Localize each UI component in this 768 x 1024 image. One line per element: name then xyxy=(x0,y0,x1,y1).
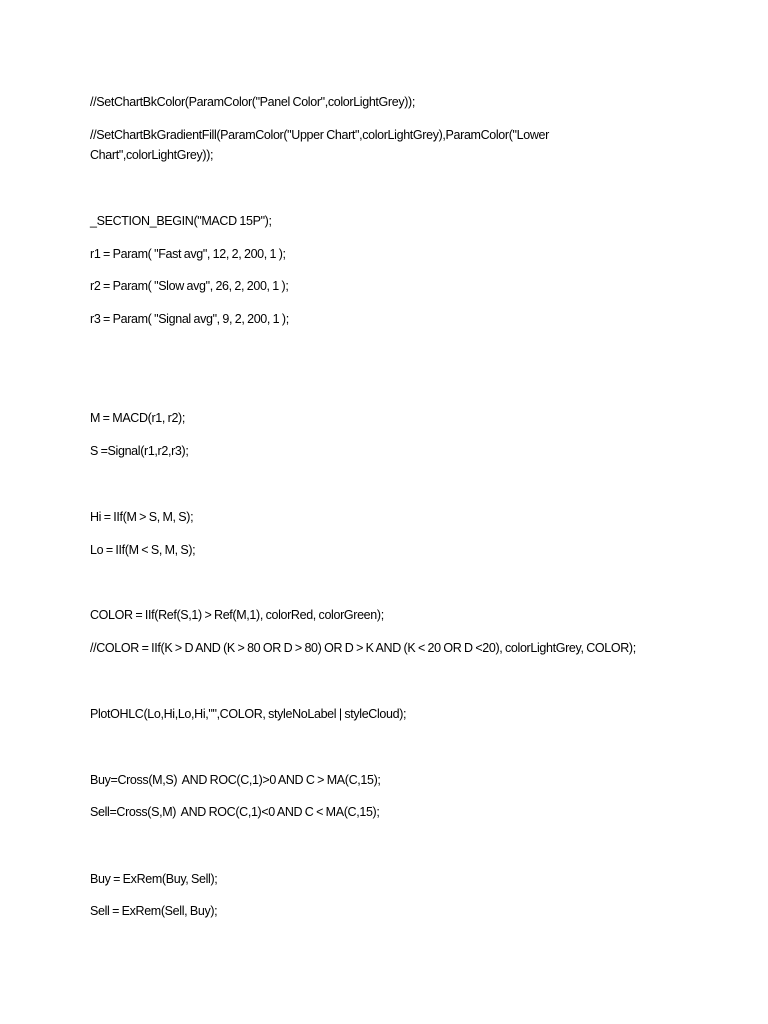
code-line: Buy = ExRem(Buy, Sell); xyxy=(90,872,218,886)
code-line: Chart",colorLightGrey)); xyxy=(90,148,214,162)
code-line: Buy=Cross(M,S) AND ROC(C,1)>0 AND C > MA(C,15); xyxy=(90,773,381,787)
code-line: //SetChartBkGradientFill(ParamColor("Upper Chart",colorLightGrey),ParamColor("Lower xyxy=(90,128,549,142)
code-line: r2 = Param( "Slow avg", 26, 2, 200, 1 ); xyxy=(90,279,289,293)
code-line: PlotOHLC(Lo,Hi,Lo,Hi,"",COLOR, styleNoLabel | styleCloud); xyxy=(90,707,407,721)
code-line: Hi = IIf(M > S, M, S); xyxy=(90,510,194,524)
code-line: //SetChartBkColor(ParamColor("Panel Color",colorLightGrey)); xyxy=(90,95,415,109)
code-line: Lo = IIf(M < S, M, S); xyxy=(90,543,196,557)
code-line: Sell=Cross(S,M) AND ROC(C,1)<0 AND C < MA(C,15); xyxy=(90,805,380,819)
code-line: M = MACD(r1, r2); xyxy=(90,411,185,425)
code-line: r3 = Param( "Signal avg", 9, 2, 200, 1 ); xyxy=(90,312,289,326)
code-line: r1 = Param( "Fast avg", 12, 2, 200, 1 ); xyxy=(90,247,286,261)
code-line: Sell = ExRem(Sell, Buy); xyxy=(90,904,218,918)
code-line: S =Signal(r1,r2,r3); xyxy=(90,444,189,458)
code-line: _SECTION_BEGIN("MACD 15P"); xyxy=(90,214,272,228)
code-line: COLOR = IIf(Ref(S,1) > Ref(M,1), colorRed, colorGreen); xyxy=(90,608,384,622)
code-line: //COLOR = IIf(K > D AND (K > 80 OR D > 80) OR D > K AND (K < 20 OR D <20), colorLightGrey, COLOR); xyxy=(90,641,636,655)
